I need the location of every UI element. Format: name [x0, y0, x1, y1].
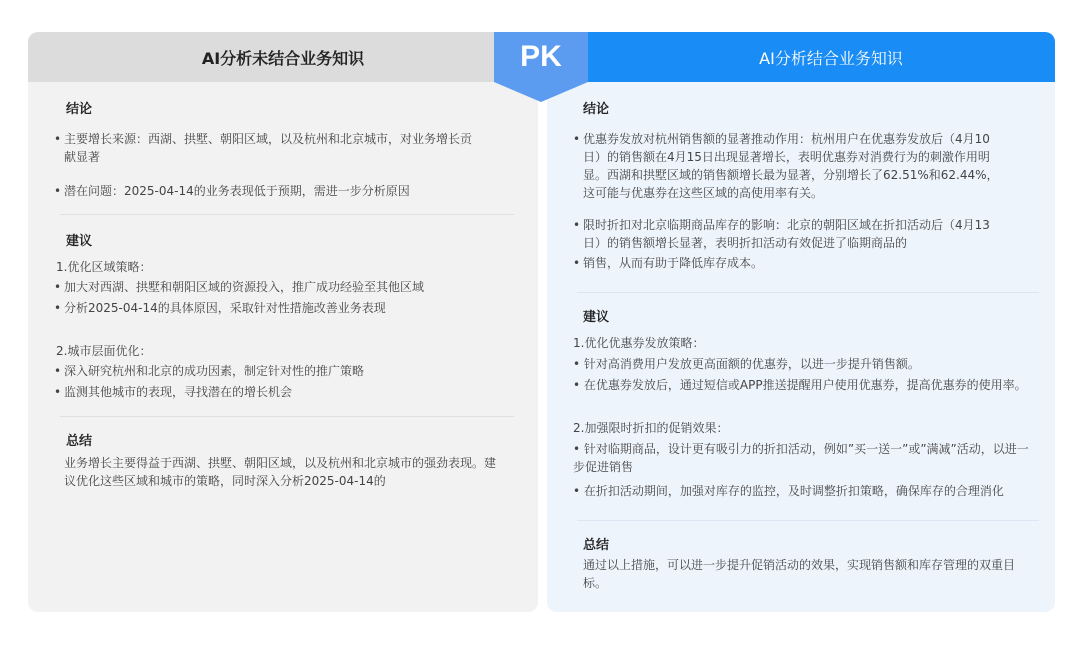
divider: [60, 214, 514, 215]
right-panel-header: [547, 32, 1055, 82]
left-summary-title: 总结: [66, 434, 93, 449]
right-panel-header-label: AI分析结合业务知识: [759, 48, 903, 68]
bullet-dot: •: [54, 184, 62, 198]
left-summary-line: 业务增长主要得益于西湖、拱墅、朝阳区域，以及杭州和北京城市的强劲表现。建: [64, 456, 497, 470]
right-advice-item: • 在优惠券发放后，通过短信或APP推送提醒用户使用优惠券，提高优惠券的使用率。: [573, 378, 1027, 392]
bullet-dot: •: [54, 280, 62, 294]
right-conclusion-line: 日）的销售额在4月15日出现显著增长，表明优惠券对消费行为的刺激作用明: [583, 150, 990, 164]
right-conclusion-item: [573, 216, 1033, 252]
bullet-dot: •: [54, 301, 62, 315]
right-advice-item: • 针对高消费用户发放更高面额的优惠券，以进一步提升销售额。: [573, 357, 920, 371]
left-conclusion-item: [54, 182, 514, 200]
right-summary-title: 总结: [583, 538, 610, 553]
right-conclusion-item: [573, 130, 1033, 202]
right-conclusion-title: 结论: [583, 102, 610, 117]
left-conclusion-item: [54, 130, 514, 166]
right-panel: [547, 32, 1055, 612]
left-advice-title: 建议: [66, 234, 93, 249]
right-advice-line: • 针对临期商品，设计更有吸引力的折扣活动，例如”买一送一”或”满减”活动，以进一: [573, 442, 1029, 456]
left-conclusion-line: 潜在问题：2025-04-14的业务表现低于预期，需进一步分析原因: [64, 184, 410, 198]
left-panel-header: AI分析未结合业务知识: [28, 32, 538, 82]
right-conclusion-line: 优惠券发放对杭州销售额的显著推动作用：杭州用户在优惠券发放后（4月10: [583, 132, 990, 146]
left-summary-line: 议优化这些区域和城市的策略，同时深入分析2025-04-14的: [64, 474, 386, 488]
right-conclusion-line: 限时折扣对北京临期商品库存的影响：北京的朝阳区域在折扣活动后（4月13: [583, 218, 990, 232]
pk-label: PK: [520, 40, 562, 73]
right-conclusion-line: 销售，从而有助于降低库存成本。: [583, 256, 764, 270]
right-advice-group1: 1.优化优惠券发放策略：: [573, 336, 705, 350]
bullet-dot: •: [54, 364, 62, 378]
right-summary-text: [583, 556, 1043, 592]
bullet-dot: •: [54, 132, 62, 146]
left-advice-item: • 加大对西湖、拱墅和朝阳区域的资源投入，推广成功经验至其他区域: [54, 280, 425, 294]
right-summary-line: 标。: [583, 576, 608, 590]
left-advice-group1: 1.优化区域策略：: [56, 260, 152, 274]
left-advice-item: • 分析2025-04-14的具体原因，采取针对性措施改善业务表现: [54, 301, 386, 315]
left-panel: [28, 32, 538, 612]
right-conclusion-line: 这可能与优惠券在这些区域的高使用率有关。: [583, 186, 824, 200]
left-advice-group2: 2.城市层面优化：: [56, 344, 152, 358]
right-summary-line: 通过以上措施，可以进一步提升促销活动的效果，实现销售额和库存管理的双重目: [583, 558, 1016, 572]
left-advice-item: • 深入研究杭州和北京的成功因素，制定针对性的推广策略: [54, 364, 365, 378]
right-advice-group2: 2.加强限时折扣的促销效果：: [573, 421, 729, 435]
left-conclusion-line: 主要增长来源：西湖、拱墅、朝阳区域，以及杭州和北京城市，对业务增长贡: [64, 132, 473, 146]
divider: [577, 520, 1039, 521]
right-advice-item: • 在折扣活动期间，加强对库存的监控，及时调整折扣策略，确保库存的合理消化: [573, 484, 1004, 498]
divider: [60, 416, 514, 417]
left-summary-text: [64, 454, 524, 490]
right-advice-line: 步促进销售: [573, 460, 634, 474]
left-advice-item: • 监测其他城市的表现，寻找潜在的增长机会: [54, 385, 293, 399]
right-advice-item: [573, 440, 1053, 476]
bullet-dot: •: [573, 256, 581, 270]
right-advice-title: 建议: [583, 310, 610, 325]
left-conclusion-title: 结论: [66, 102, 93, 117]
divider: [577, 292, 1039, 293]
right-conclusion-line: 日）的销售额增长显著，表明折扣活动有效促进了临期商品的: [583, 236, 908, 250]
right-conclusion-item: [573, 254, 1033, 272]
left-conclusion-line: 献显著: [64, 150, 101, 164]
bullet-dot: •: [54, 385, 62, 399]
bullet-dot: •: [573, 218, 581, 232]
right-conclusion-line: 显。西湖和拱墅区域的销售额增长最为显著，分别增长了62.51%和62.44%，: [583, 168, 999, 182]
pk-badge: [494, 32, 588, 102]
bullet-dot: •: [573, 132, 581, 146]
